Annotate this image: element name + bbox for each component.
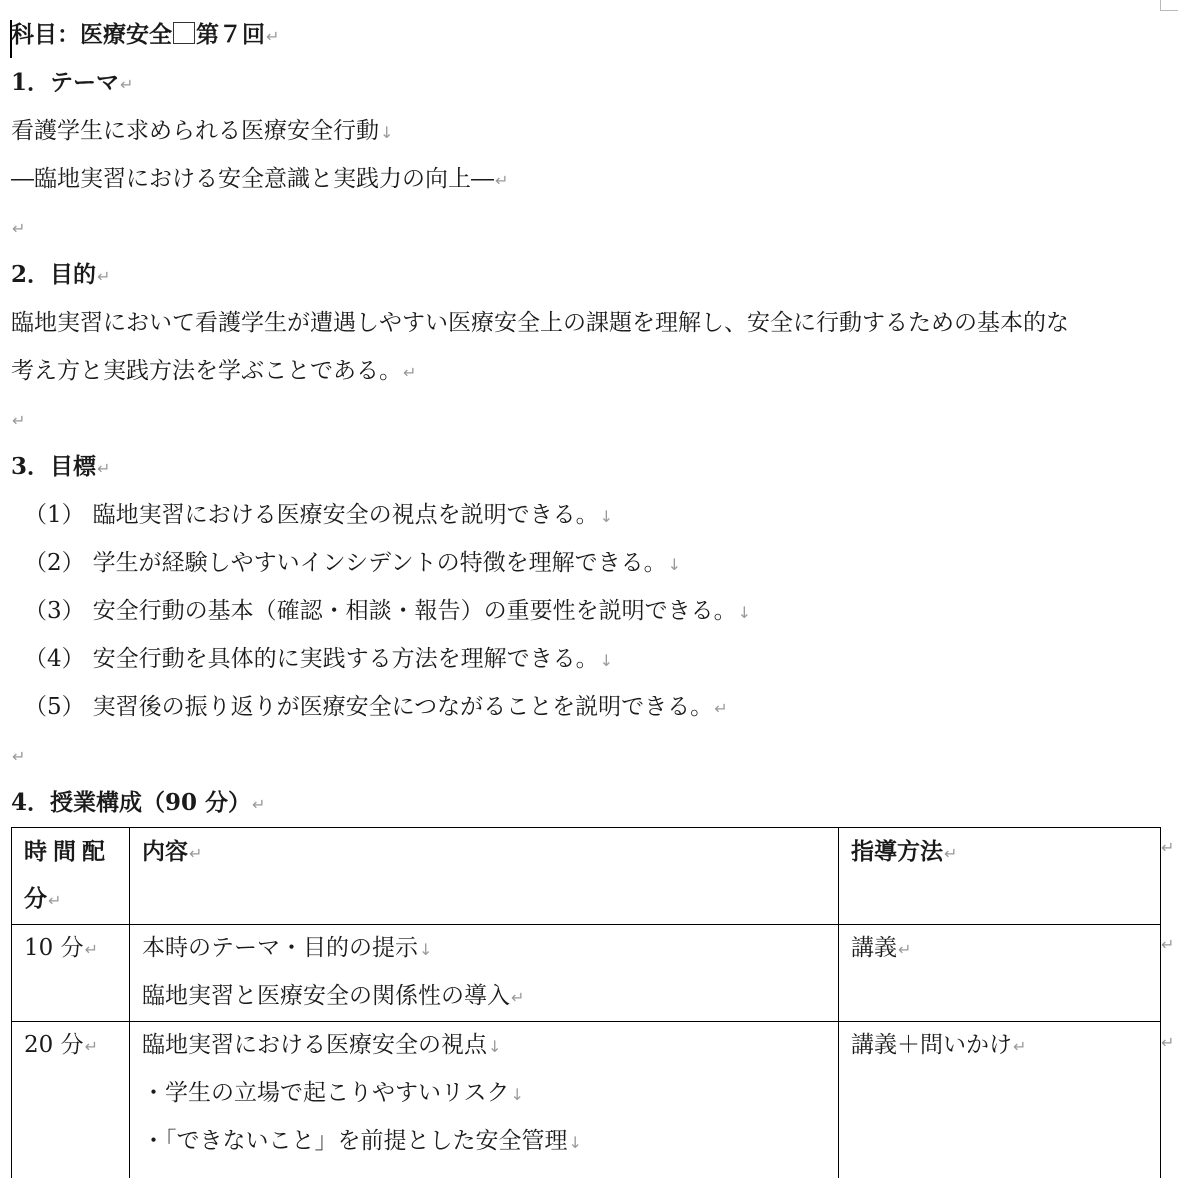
line-break-mark-icon: ↓ <box>510 1085 524 1104</box>
cell-end-mark-icon: ↵ <box>84 940 98 959</box>
line-break-mark-icon: ↓ <box>380 123 394 142</box>
line-break-mark-icon: ↓ <box>488 1037 502 1056</box>
goal-number: （2） <box>24 550 85 576</box>
header-method-cell[interactable] <box>839 828 1161 925</box>
method-text: 講義＋問いかけ <box>851 1032 1012 1058</box>
paragraph-mark-icon: ↵ <box>120 75 134 94</box>
goal-item[interactable] <box>24 500 613 532</box>
cell-end-mark-icon: ↵ <box>84 1037 98 1056</box>
goal-number: （1） <box>24 502 85 528</box>
goal-text: 実習後の振り返りが医療安全につながることを説明できる。 <box>92 694 714 720</box>
purpose-line-2[interactable] <box>11 356 416 388</box>
content-line: ・「できないこと」を前提とした安全管理 <box>142 1128 568 1154</box>
line-break-mark-icon: ↓ <box>599 507 614 526</box>
goal-text: 臨地実習における医療安全の視点を説明できる。 <box>92 502 599 528</box>
empty-paragraph[interactable] <box>11 740 25 772</box>
placeholder-box-icon <box>173 22 195 44</box>
theme-line-1[interactable] <box>11 116 393 148</box>
paragraph-mark-icon: ↵ <box>714 699 728 718</box>
theme-line-1-text: 看護学生に求められる医療安全行動 <box>11 118 379 144</box>
empty-paragraph[interactable] <box>11 212 25 244</box>
time-cell[interactable] <box>12 925 130 1022</box>
goal-text: 安全行動を具体的に実践する方法を理解できる。 <box>92 646 599 672</box>
goal-item[interactable] <box>24 644 613 676</box>
method-cell[interactable] <box>839 1022 1161 1178</box>
cell-end-mark-icon: ↵ <box>189 844 203 863</box>
purpose-line-1-text: 臨地実習において看護学生が遭遇しやすい医療安全上の課題を理解し、安全に行動するための基本的な <box>11 310 1069 336</box>
line-break-mark-icon: ↓ <box>599 651 614 670</box>
goal-text: 安全行動の基本（確認・相談・報告）の重要性を説明できる。 <box>92 598 737 624</box>
paragraph-mark-icon: ↵ <box>97 459 111 478</box>
goal-item[interactable] <box>24 548 681 580</box>
goal-number: （3） <box>24 598 85 624</box>
row-end-mark-icon: ↵ <box>1161 935 1175 954</box>
theme-heading[interactable] <box>11 68 133 100</box>
theme-line-2[interactable] <box>11 164 508 196</box>
method-cell[interactable] <box>839 925 1161 1022</box>
header-time-text-2: 分 <box>24 885 47 912</box>
paragraph-mark-icon: ↵ <box>12 219 26 238</box>
time-text: 20 分 <box>24 1032 84 1058</box>
paragraph-mark-icon: ↵ <box>12 411 26 430</box>
table-row <box>12 1022 1161 1178</box>
lesson-plan-table[interactable] <box>11 827 1161 1178</box>
line-break-mark-icon: ↓ <box>568 1133 582 1152</box>
purpose-heading-text: 2．目的 <box>11 261 97 288</box>
goal-text: 学生が経験しやすいインシデントの特徴を理解できる。 <box>92 550 667 576</box>
subject-round: 第７回 <box>196 21 265 48</box>
subject-label: 科目：医療安全 <box>11 21 172 48</box>
row-end-mark-icon: ↵ <box>1161 838 1175 857</box>
paragraph-mark-icon: ↵ <box>495 171 509 190</box>
goal-number: （4） <box>24 646 85 672</box>
goals-heading-text: 3．目標 <box>11 453 97 480</box>
goals-heading[interactable] <box>11 452 110 484</box>
structure-heading-text: 4．授業構成（90 分） <box>11 789 252 816</box>
theme-line-2-text: ―臨地実習における安全意識と実践力の向上― <box>11 166 494 192</box>
theme-heading-text: 1．テーマ <box>11 69 120 96</box>
purpose-heading[interactable] <box>11 260 110 292</box>
purpose-line-2-text: 考え方と実践方法を学ぶことである。 <box>11 358 402 384</box>
paragraph-mark-icon: ↵ <box>266 27 280 46</box>
row-end-mark-icon: ↵ <box>1161 1033 1175 1052</box>
line-break-mark-icon: ↓ <box>419 940 433 959</box>
cell-end-mark-icon: ↵ <box>944 844 958 863</box>
cell-end-mark-icon: ↵ <box>48 891 62 910</box>
cell-end-mark-icon: ↵ <box>511 988 525 1007</box>
header-time-cell[interactable] <box>12 828 130 925</box>
line-break-mark-icon: ↓ <box>737 603 752 622</box>
goal-item[interactable] <box>24 692 728 724</box>
paragraph-mark-icon: ↵ <box>403 363 417 382</box>
time-cell[interactable] <box>12 1022 130 1178</box>
table-row <box>12 925 1161 1022</box>
cell-end-mark-icon: ↵ <box>1013 1037 1027 1056</box>
purpose-line-1[interactable] <box>11 308 1069 338</box>
method-text: 講義 <box>851 935 897 961</box>
content-cell[interactable] <box>130 925 839 1022</box>
paragraph-mark-icon: ↵ <box>97 267 111 286</box>
line-break-mark-icon: ↓ <box>667 555 682 574</box>
paragraph-mark-icon: ↵ <box>12 747 26 766</box>
header-content-cell[interactable] <box>130 828 839 925</box>
cell-end-mark-icon: ↵ <box>898 940 912 959</box>
paragraph-mark-icon: ↵ <box>252 795 266 814</box>
content-line: ・学生の立場で起こりやすいリスク <box>142 1080 510 1106</box>
content-line: 本時のテーマ・目的の提示 <box>142 935 418 961</box>
structure-heading[interactable] <box>11 788 265 820</box>
content-cell[interactable] <box>130 1022 839 1178</box>
goal-number: （5） <box>24 694 85 720</box>
time-text: 10 分 <box>24 935 84 961</box>
page-corner-mark <box>1160 0 1178 11</box>
content-line: 臨地実習における医療安全の視点 <box>142 1032 487 1058</box>
content-line: 臨地実習と医療安全の関係性の導入 <box>142 983 510 1009</box>
header-time-text: 時間配 <box>24 838 111 865</box>
goal-item[interactable] <box>24 596 751 628</box>
table-header-row <box>12 828 1161 925</box>
header-content-text: 内容 <box>142 838 188 865</box>
empty-paragraph[interactable] <box>11 404 25 436</box>
subject-line[interactable] <box>11 20 279 52</box>
header-method-text: 指導方法 <box>851 838 943 865</box>
